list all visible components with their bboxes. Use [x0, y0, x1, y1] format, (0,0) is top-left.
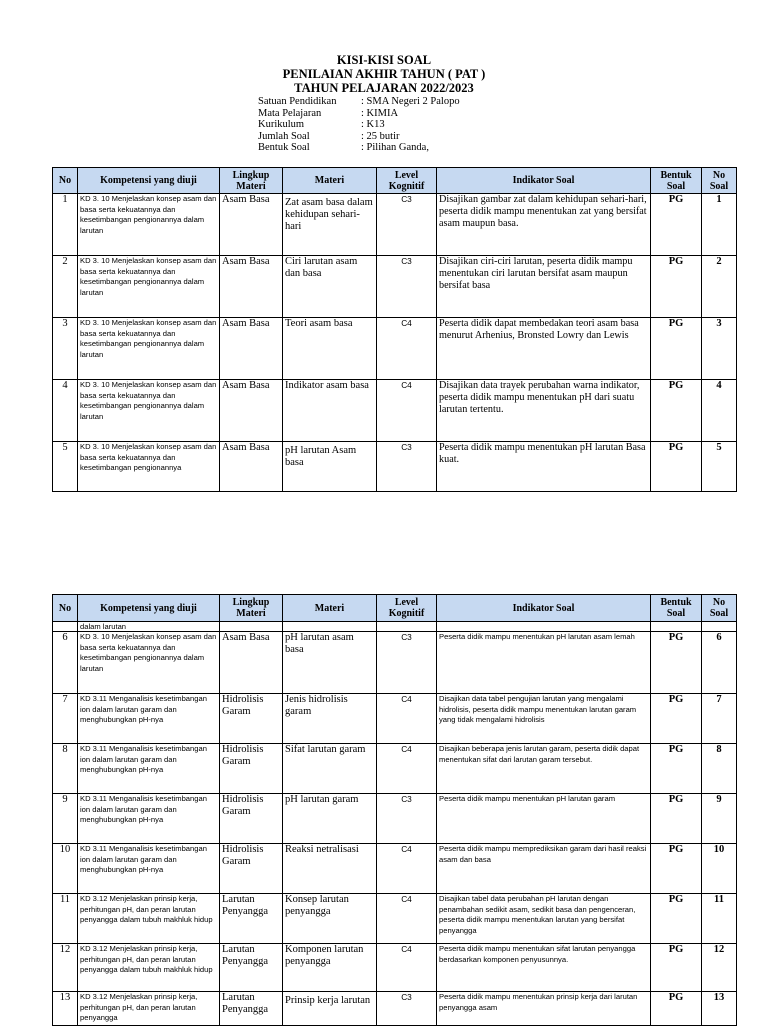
row-level: C3 [377, 442, 437, 492]
row-level: C3 [377, 794, 437, 844]
row-lingkup: Larutan Penyangga [220, 992, 283, 1026]
row-materi: pH larutan Asam basa [283, 442, 377, 492]
row-bentuk: PG [651, 632, 702, 694]
meta-value: : 25 butir [361, 130, 400, 142]
row-level: C4 [377, 380, 437, 442]
row-bentuk: PG [651, 992, 702, 1026]
row-kompetensi: KD 3.12 Menjelaskan prinsip kerja, perhitungan pH, dan peran larutan penyangga dalam tubuh makhluk hidup [78, 894, 220, 944]
empty-cell [377, 622, 437, 632]
row-indikator: Disajikan tabel data perubahan pH larutan dengan penambahan sedikit asam, sedikit basa dan pengenceran, peserta didik mampu menentukan larutan yang bersifat penyangga [437, 894, 651, 944]
row-materi: Indikator asam basa [283, 380, 377, 442]
row-kompetensi: KD 3.11 Menganalisis kesetimbangan ion dalam larutan garam dan menghubungkan pH-nya [78, 744, 220, 794]
row-materi: Prinsip kerja larutan [283, 992, 377, 1026]
row-no: 9 [53, 794, 78, 844]
row-kompetensi: KD 3.11 Menganalisis kesetimbangan ion dalam larutan garam dan menghubungkan pH-nya [78, 844, 220, 894]
row-lingkup: Larutan Penyangga [220, 894, 283, 944]
table-row [53, 442, 737, 492]
col-header-no: No [53, 168, 78, 194]
row-no: 6 [53, 632, 78, 694]
row-level: C4 [377, 944, 437, 992]
meta-value: : KIMIA [361, 107, 399, 119]
row-bentuk: PG [651, 794, 702, 844]
row-level: C3 [377, 992, 437, 1026]
table-row [53, 794, 737, 844]
grid-table-1 [52, 167, 737, 492]
row-lingkup: Hidrolisis Garam [220, 744, 283, 794]
row-bentuk: PG [651, 944, 702, 992]
row-materi: Sifat larutan garam [283, 744, 377, 794]
meta-key: Mata Pelajaran [258, 107, 322, 119]
col-header-lingkup: Lingkup Materi [220, 595, 283, 622]
col-header-level: Level Kognitif [377, 168, 437, 194]
table-row [53, 992, 737, 1026]
col-header-bentuk: Bentuk Soal [651, 168, 702, 194]
table-row [53, 632, 737, 694]
row-level: C4 [377, 694, 437, 744]
row-no: 12 [53, 944, 78, 992]
row-nosoal: 6 [702, 632, 737, 694]
empty-cell [651, 622, 702, 632]
row-materi: Teori asam basa [283, 318, 377, 380]
row-bentuk: PG [651, 256, 702, 318]
empty-cell [220, 622, 283, 632]
row-indikator: Disajikan beberapa jenis larutan garam, peserta didik dapat menentukan sifat dari larutan garam tersebut. [437, 744, 651, 794]
col-header-kompetensi: Kompetensi yang diuji [78, 168, 220, 194]
table-row [53, 318, 737, 380]
row-kompetensi: KD 3.11 Menganalisis kesetimbangan ion dalam larutan garam dan menghubungkan pH-nya [78, 694, 220, 744]
row-bentuk: PG [651, 380, 702, 442]
row-no: 3 [53, 318, 78, 380]
col-header-materi: Materi [283, 595, 377, 622]
row-lingkup: Hidrolisis Garam [220, 844, 283, 894]
table-row [53, 194, 737, 256]
empty-cell [53, 622, 78, 632]
title-line-3: TAHUN PELAJARAN 2022/2023 [294, 81, 474, 95]
row-no: 10 [53, 844, 78, 894]
row-no: 5 [53, 442, 78, 492]
row-kompetensi: KD 3.12 Menjelaskan prinsip kerja, perhitungan pH, dan peran larutan penyangga [78, 992, 220, 1026]
meta-row [258, 119, 460, 131]
row-kompetensi: KD 3. 10 Menjelaskan konsep asam dan basa serta kekuatannya dan kesetimbangan pengionannya [78, 442, 220, 492]
row-kompetensi: KD 3. 10 Menjelaskan konsep asam dan basa serta kekuatannya dan kesetimbangan pengionannya dalam larutan [78, 194, 220, 256]
row-level: C3 [377, 256, 437, 318]
row-no: 2 [53, 256, 78, 318]
col-header-nosoal: No Soal [702, 595, 737, 622]
row-lingkup: Asam Basa [220, 256, 283, 318]
row-nosoal: 3 [702, 318, 737, 380]
row-lingkup: Asam Basa [220, 380, 283, 442]
grid-table-2 [52, 594, 737, 1026]
col-header-nosoal: No Soal [702, 168, 737, 194]
col-header-level: Level Kognitif [377, 595, 437, 622]
meta-key: Satuan Pendidikan [258, 96, 337, 107]
row-lingkup: Larutan Penyangga [220, 944, 283, 992]
row-bentuk: PG [651, 194, 702, 256]
row-materi: Ciri larutan asam dan basa [283, 256, 377, 318]
row-no: 1 [53, 194, 78, 256]
row-materi: Zat asam basa dalam kehidupan sehari-hari [283, 194, 377, 256]
row-indikator: Peserta didik mampu memprediksikan garam dari hasil reaksi asam dan basa [437, 844, 651, 894]
row-level: C3 [377, 632, 437, 694]
continuation-row [53, 622, 737, 632]
table-row [53, 844, 737, 894]
col-header-kompetensi: Kompetensi yang diuji [78, 595, 220, 622]
col-header-indikator: Indikator Soal [437, 168, 651, 194]
col-header-indikator: Indikator Soal [437, 595, 651, 622]
row-kompetensi: KD 3. 10 Menjelaskan konsep asam dan basa serta kekuatannya dan kesetimbangan pengionannya dalam larutan [78, 632, 220, 694]
empty-cell [702, 622, 737, 632]
meta-value: : Pilihan Ganda, [361, 142, 429, 154]
row-level: C4 [377, 744, 437, 794]
row-materi: Konsep larutan penyangga [283, 894, 377, 944]
row-nosoal: 11 [702, 894, 737, 944]
row-bentuk: PG [651, 694, 702, 744]
row-bentuk: PG [651, 442, 702, 492]
meta-row [258, 108, 460, 120]
row-indikator: Disajikan ciri-ciri larutan, peserta didik mampu menentukan ciri larutan bersifat asam maupun bersifat basa [437, 256, 651, 318]
table-row [53, 694, 737, 744]
document-meta [258, 96, 460, 154]
row-level: C4 [377, 894, 437, 944]
row-indikator: Peserta didik dapat membedakan teori asam basa menurut Arhenius, Bronsted Lowry dan Lewis [437, 318, 651, 380]
row-nosoal: 5 [702, 442, 737, 492]
meta-row [258, 131, 460, 143]
row-indikator: Disajikan data tabel pengujian larutan yang mengalami hidrolisis, peserta didik mampu menentukan larutan garam yang tidak mengalami hidrolisis [437, 694, 651, 744]
table-header-row [53, 595, 737, 622]
empty-cell [437, 622, 651, 632]
table-row [53, 744, 737, 794]
table-row [53, 894, 737, 944]
col-header-materi: Materi [283, 168, 377, 194]
col-header-lingkup: Lingkup Materi [220, 168, 283, 194]
row-bentuk: PG [651, 318, 702, 380]
row-indikator: Peserta didik mampu menentukan prinsip kerja dari larutan penyangga asam [437, 992, 651, 1026]
row-lingkup: Hidrolisis Garam [220, 794, 283, 844]
meta-key: Jumlah Soal [258, 130, 310, 142]
row-materi: Komponen larutan penyangga [283, 944, 377, 992]
row-bentuk: PG [651, 894, 702, 944]
meta-key: Kurikulum [258, 119, 305, 131]
row-bentuk: PG [651, 744, 702, 794]
table-row [53, 256, 737, 318]
col-header-bentuk: Bentuk Soal [651, 595, 702, 622]
row-lingkup: Asam Basa [220, 632, 283, 694]
row-level: C4 [377, 844, 437, 894]
row-indikator: Peserta didik mampu menentukan pH larutan Basa kuat. [437, 442, 651, 492]
table-row [53, 380, 737, 442]
row-lingkup: Hidrolisis Garam [220, 694, 283, 744]
row-lingkup: Asam Basa [220, 318, 283, 380]
row-nosoal: 7 [702, 694, 737, 744]
row-materi: Reaksi netralisasi [283, 844, 377, 894]
row-lingkup: Asam Basa [220, 194, 283, 256]
row-nosoal: 10 [702, 844, 737, 894]
row-no: 8 [53, 744, 78, 794]
empty-cell [283, 622, 377, 632]
row-no: 11 [53, 894, 78, 944]
row-indikator: Disajikan data trayek perubahan warna indikator, peserta didik mampu menentukan pH dari suatu larutan tertentu. [437, 380, 651, 442]
document-title [0, 53, 768, 95]
row-level: C4 [377, 318, 437, 380]
row-nosoal: 13 [702, 992, 737, 1026]
row-kompetensi: KD 3. 10 Menjelaskan konsep asam dan basa serta kekuatannya dan kesetimbangan pengionannya dalam larutan [78, 380, 220, 442]
row-no: 7 [53, 694, 78, 744]
row-nosoal: 12 [702, 944, 737, 992]
row-nosoal: 8 [702, 744, 737, 794]
row-kompetensi: KD 3. 10 Menjelaskan konsep asam dan basa serta kekuatannya dan kesetimbangan pengionannya dalam larutan [78, 256, 220, 318]
row-kompetensi: KD 3.11 Menganalisis kesetimbangan ion dalam larutan garam dan menghubungkan pH-nya [78, 794, 220, 844]
row-indikator: Peserta didik mampu menentukan pH larutan asam lemah [437, 632, 651, 694]
row-kompetensi-continuation: dalam larutan [78, 622, 220, 632]
row-materi: Jenis hidrolisis garam [283, 694, 377, 744]
col-header-no: No [53, 595, 78, 622]
table-header-row [53, 168, 737, 194]
title-line-2: PENILAIAN AKHIR TAHUN ( PAT ) [282, 67, 486, 81]
row-indikator: Disajikan gambar zat dalam kehidupan sehari-hari, peserta didik mampu menentukan zat yang bersifat asam maupun basa. [437, 194, 651, 256]
row-indikator: Peserta didik mampu menentukan pH larutan garam [437, 794, 651, 844]
row-nosoal: 4 [702, 380, 737, 442]
row-materi: pH larutan garam [283, 794, 377, 844]
row-nosoal: 1 [702, 194, 737, 256]
row-lingkup: Asam Basa [220, 442, 283, 492]
row-level: C3 [377, 194, 437, 256]
row-kompetensi: KD 3. 10 Menjelaskan konsep asam dan basa serta kekuatannya dan kesetimbangan pengionannya dalam larutan [78, 318, 220, 380]
row-nosoal: 9 [702, 794, 737, 844]
row-indikator: Peserta didik mampu menentukan sifat larutan penyangga berdasarkan komponen penyusunnya. [437, 944, 651, 992]
row-no: 4 [53, 380, 78, 442]
row-bentuk: PG [651, 844, 702, 894]
meta-value: : SMA Negeri 2 Palopo [361, 96, 460, 107]
row-kompetensi: KD 3.12 Menjelaskan prinsip kerja, perhitungan pH, dan peran larutan penyangga dalam tubuh makhluk hidup [78, 944, 220, 992]
meta-row [258, 142, 460, 154]
table-row [53, 944, 737, 992]
row-nosoal: 2 [702, 256, 737, 318]
meta-key: Bentuk Soal [258, 142, 310, 154]
meta-row [258, 96, 460, 108]
meta-value: : K13 [361, 119, 385, 131]
title-line-1: KISI-KISI SOAL [336, 53, 432, 67]
row-no: 13 [53, 992, 78, 1026]
row-materi: pH larutan asam basa [283, 632, 377, 694]
